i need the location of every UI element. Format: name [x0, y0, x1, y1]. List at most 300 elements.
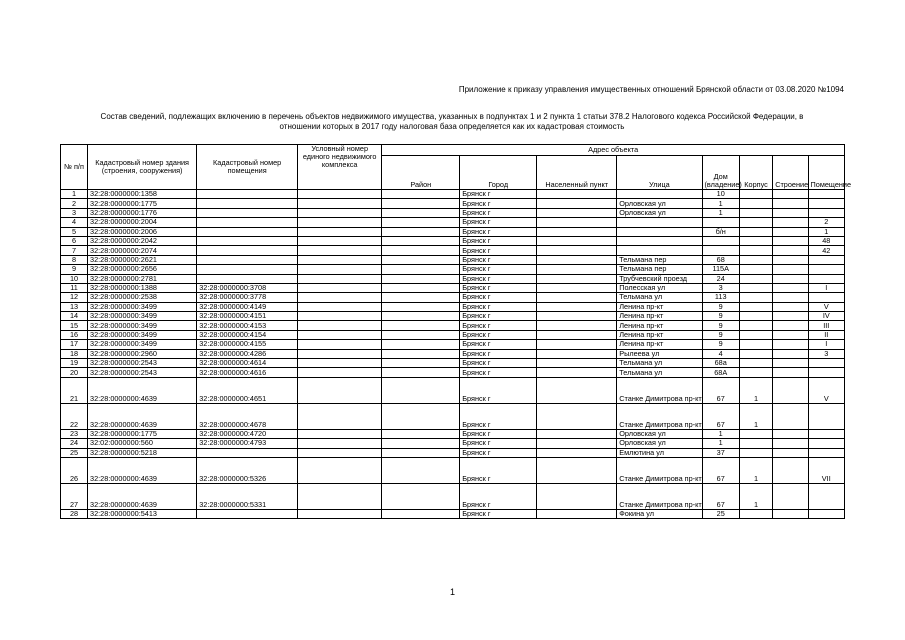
cell-street: Емлютина ул	[617, 448, 702, 457]
cell-room	[808, 199, 844, 208]
cell-room: 3	[808, 349, 844, 358]
cell-settlement	[537, 199, 617, 208]
cell-complex-num	[298, 218, 382, 227]
cell-house: 1	[702, 199, 739, 208]
col-city-header: Город	[460, 156, 537, 190]
cell-room	[808, 429, 844, 438]
cell-korpus	[739, 439, 772, 448]
table-row	[61, 312, 845, 321]
cell-stroenie	[773, 218, 808, 227]
cell-city: Брянск г	[460, 448, 537, 457]
cell-building-cad: 32:28:0000000:2538	[88, 293, 197, 302]
cell-house: 25	[702, 509, 739, 518]
cell-room: I	[808, 340, 844, 349]
table-row	[61, 293, 845, 302]
cell-city: Брянск г	[460, 330, 537, 339]
cell-room	[808, 368, 844, 377]
col-room-cad-header: Кадастровый номер помещения	[197, 145, 298, 190]
table-row	[61, 403, 845, 429]
col-room-header: Помещение	[808, 156, 844, 190]
cell-district	[382, 302, 460, 311]
cell-korpus	[739, 246, 772, 255]
cell-city: Брянск г	[460, 321, 537, 330]
cell-city: Брянск г	[460, 340, 537, 349]
cell-room	[808, 255, 844, 264]
cell-street: Орловская ул	[617, 439, 702, 448]
cell-num: 2	[61, 199, 88, 208]
cell-complex-num	[298, 349, 382, 358]
cell-num: 10	[61, 274, 88, 283]
cell-complex-num	[298, 190, 382, 199]
cell-korpus	[739, 312, 772, 321]
cell-room-cad: 32:28:0000000:4651	[197, 377, 298, 403]
cell-district	[382, 218, 460, 227]
cell-num: 1	[61, 190, 88, 199]
cell-num: 15	[61, 321, 88, 330]
cell-building-cad: 32:28:0000000:2621	[88, 255, 197, 264]
col-korpus-header: Корпус	[739, 156, 772, 190]
cell-street: Станке Димитрова пр-кт	[617, 457, 702, 483]
col-settlement-header: Населенный пункт	[537, 156, 617, 190]
cell-city: Брянск г	[460, 227, 537, 236]
cell-korpus	[739, 190, 772, 199]
cell-stroenie	[773, 208, 808, 217]
table-row	[61, 227, 845, 236]
cell-street: Орловская ул	[617, 429, 702, 438]
cell-stroenie	[773, 509, 808, 518]
cell-room-cad: 32:28:0000000:5331	[197, 483, 298, 509]
cell-settlement	[537, 429, 617, 438]
cell-room: I	[808, 283, 844, 292]
cell-stroenie	[773, 227, 808, 236]
cell-stroenie	[773, 483, 808, 509]
col-street-header: Улица	[617, 156, 702, 190]
cell-room-cad: 32:28:0000000:5326	[197, 457, 298, 483]
cell-district	[382, 359, 460, 368]
cell-room	[808, 448, 844, 457]
cell-house: 9	[702, 340, 739, 349]
page-number: 1	[449, 587, 455, 597]
cell-city: Брянск г	[460, 265, 537, 274]
table-row	[61, 246, 845, 255]
cell-building-cad: 32:28:0000000:2656	[88, 265, 197, 274]
cell-complex-num	[298, 255, 382, 264]
cell-room	[808, 483, 844, 509]
cell-settlement	[537, 349, 617, 358]
cell-house: 4	[702, 349, 739, 358]
cell-house	[702, 236, 739, 245]
table-row	[61, 349, 845, 358]
cell-room-cad: 32:28:0000000:4793	[197, 439, 298, 448]
cell-korpus	[739, 321, 772, 330]
cell-street	[617, 190, 702, 199]
cell-stroenie	[773, 448, 808, 457]
cell-room-cad	[197, 208, 298, 217]
cell-city: Брянск г	[460, 457, 537, 483]
col-house-header: Дом (владение)	[702, 156, 739, 190]
cell-district	[382, 439, 460, 448]
cell-complex-num	[298, 274, 382, 283]
cell-house: 9	[702, 321, 739, 330]
cell-building-cad: 32:28:0000000:3499	[88, 302, 197, 311]
cell-stroenie	[773, 359, 808, 368]
cell-complex-num	[298, 403, 382, 429]
cell-stroenie	[773, 403, 808, 429]
cell-building-cad: 32:28:0000000:2960	[88, 349, 197, 358]
cell-room-cad: 32:28:0000000:4154	[197, 330, 298, 339]
cell-room-cad: 32:28:0000000:4614	[197, 359, 298, 368]
table-row	[61, 236, 845, 245]
cell-complex-num	[298, 236, 382, 245]
table-row	[61, 302, 845, 311]
cell-street: Тельмана ул	[617, 359, 702, 368]
cell-room: 1	[808, 227, 844, 236]
cell-district	[382, 208, 460, 217]
cell-room-cad: 32:28:0000000:3778	[197, 293, 298, 302]
cell-korpus	[739, 265, 772, 274]
col-building-cad-header: Кадастровый номер здания (строения, сооружения)	[88, 145, 197, 190]
cell-stroenie	[773, 321, 808, 330]
cell-district	[382, 457, 460, 483]
cell-district	[382, 293, 460, 302]
table-row	[61, 283, 845, 292]
cell-building-cad: 32:28:0000000:1775	[88, 429, 197, 438]
cell-district	[382, 340, 460, 349]
cell-city: Брянск г	[460, 509, 537, 518]
cell-room: 48	[808, 236, 844, 245]
cell-num: 7	[61, 246, 88, 255]
cell-building-cad: 32:28:0000000:3499	[88, 321, 197, 330]
cell-num: 12	[61, 293, 88, 302]
cell-house	[702, 246, 739, 255]
cell-building-cad: 32:28:0000000:2781	[88, 274, 197, 283]
cell-building-cad: 32:28:0000000:3499	[88, 330, 197, 339]
cell-city: Брянск г	[460, 293, 537, 302]
cell-settlement	[537, 265, 617, 274]
cell-house: 1	[702, 439, 739, 448]
cell-house: 68А	[702, 368, 739, 377]
cell-building-cad: 32:28:0000000:2074	[88, 246, 197, 255]
cell-room	[808, 359, 844, 368]
cell-settlement	[537, 302, 617, 311]
cell-stroenie	[773, 190, 808, 199]
cell-num: 25	[61, 448, 88, 457]
cell-city: Брянск г	[460, 255, 537, 264]
cell-complex-num	[298, 330, 382, 339]
cell-stroenie	[773, 293, 808, 302]
cell-building-cad: 32:02:0000000:560	[88, 439, 197, 448]
cell-room-cad: 32:28:0000000:4678	[197, 403, 298, 429]
cell-district	[382, 227, 460, 236]
cell-settlement	[537, 509, 617, 518]
cell-settlement	[537, 359, 617, 368]
cell-house: 9	[702, 302, 739, 311]
cell-street: Рылеева ул	[617, 349, 702, 358]
cell-complex-num	[298, 246, 382, 255]
cell-room-cad: 32:28:0000000:3708	[197, 283, 298, 292]
table-row	[61, 321, 845, 330]
cell-room: III	[808, 321, 844, 330]
cell-num: 9	[61, 265, 88, 274]
cell-room-cad	[197, 448, 298, 457]
cell-room-cad	[197, 246, 298, 255]
cell-street: Тельмана пер	[617, 255, 702, 264]
cell-korpus: 1	[739, 457, 772, 483]
cell-num: 18	[61, 349, 88, 358]
table-row	[61, 448, 845, 457]
cell-district	[382, 330, 460, 339]
col-stroenie-header: Строение	[773, 156, 808, 190]
cell-room-cad	[197, 274, 298, 283]
cell-korpus	[739, 509, 772, 518]
cell-korpus	[739, 283, 772, 292]
cell-complex-num	[298, 283, 382, 292]
cell-settlement	[537, 457, 617, 483]
cell-street: Станке Димитрова пр-кт	[617, 403, 702, 429]
cell-stroenie	[773, 274, 808, 283]
cell-korpus	[739, 227, 772, 236]
cell-stroenie	[773, 255, 808, 264]
cell-city: Брянск г	[460, 302, 537, 311]
cell-building-cad: 32:28:0000000:1388	[88, 283, 197, 292]
cell-street: Станке Димитрова пр-кт	[617, 377, 702, 403]
cell-settlement	[537, 321, 617, 330]
cell-city: Брянск г	[460, 218, 537, 227]
title-line-1: Состав сведений, подлежащих включению в перечень объектов недвижимого имущества, указанных в подпунктах 1 и 2 пункта 1 статьи 378.2 Налогового кодекса Российской Федерации, в	[100, 112, 804, 121]
title-line-2: отношении которых в 2017 году налоговая база определяется как их кадастровая стоимость	[279, 122, 625, 131]
cell-room-cad: 32:28:0000000:4151	[197, 312, 298, 321]
cell-settlement	[537, 236, 617, 245]
cell-complex-num	[298, 340, 382, 349]
cell-city: Брянск г	[460, 208, 537, 217]
cell-num: 21	[61, 377, 88, 403]
table-row	[61, 255, 845, 264]
cell-district	[382, 509, 460, 518]
cell-korpus	[739, 340, 772, 349]
cell-complex-num	[298, 368, 382, 377]
cell-room-cad	[197, 190, 298, 199]
cell-house: 67	[702, 457, 739, 483]
cell-num: 28	[61, 509, 88, 518]
cell-building-cad: 32:28:0000000:1358	[88, 190, 197, 199]
cell-settlement	[537, 246, 617, 255]
cell-room	[808, 439, 844, 448]
cell-num: 17	[61, 340, 88, 349]
cell-building-cad: 32:28:0000000:2042	[88, 236, 197, 245]
cell-complex-num	[298, 483, 382, 509]
cell-stroenie	[773, 330, 808, 339]
cell-district	[382, 236, 460, 245]
cell-korpus	[739, 448, 772, 457]
cell-room-cad: 32:28:0000000:4155	[197, 340, 298, 349]
cell-house: б/н	[702, 227, 739, 236]
cell-settlement	[537, 439, 617, 448]
cell-building-cad: 32:28:0000000:4639	[88, 403, 197, 429]
cell-settlement	[537, 483, 617, 509]
table-row	[61, 340, 845, 349]
cell-city: Брянск г	[460, 199, 537, 208]
cell-room-cad	[197, 199, 298, 208]
cell-korpus	[739, 255, 772, 264]
cell-room	[808, 190, 844, 199]
cell-stroenie	[773, 312, 808, 321]
table-row	[61, 218, 845, 227]
table-row	[61, 509, 845, 518]
cell-num: 3	[61, 208, 88, 217]
cell-street	[617, 227, 702, 236]
cell-house: 10	[702, 190, 739, 199]
cell-district	[382, 274, 460, 283]
cell-room-cad	[197, 236, 298, 245]
cell-korpus	[739, 236, 772, 245]
document-title	[60, 112, 844, 132]
table-row	[61, 439, 845, 448]
cell-house: 3	[702, 283, 739, 292]
cell-stroenie	[773, 199, 808, 208]
cell-building-cad: 32:28:0000000:1775	[88, 199, 197, 208]
cell-building-cad: 32:28:0000000:5413	[88, 509, 197, 518]
cell-street: Тельмана ул	[617, 368, 702, 377]
cell-house: 1	[702, 208, 739, 217]
cell-district	[382, 448, 460, 457]
cell-street: Ленина пр-кт	[617, 330, 702, 339]
cell-korpus: 1	[739, 403, 772, 429]
cell-room-cad	[197, 227, 298, 236]
cell-korpus	[739, 302, 772, 311]
table-row	[61, 429, 845, 438]
cell-city: Брянск г	[460, 274, 537, 283]
cell-stroenie	[773, 377, 808, 403]
cell-house: 9	[702, 330, 739, 339]
cell-city: Брянск г	[460, 483, 537, 509]
cell-room-cad: 32:28:0000000:4720	[197, 429, 298, 438]
cell-settlement	[537, 255, 617, 264]
table-row	[61, 483, 845, 509]
cell-room: V	[808, 302, 844, 311]
cell-korpus	[739, 330, 772, 339]
cell-korpus: 1	[739, 377, 772, 403]
cell-complex-num	[298, 457, 382, 483]
col-complex-header: Условный номер единого недвижимого комплекса	[298, 145, 382, 190]
cell-street: Станке Димитрова пр-кт	[617, 483, 702, 509]
cell-settlement	[537, 283, 617, 292]
cell-complex-num	[298, 429, 382, 438]
cell-city: Брянск г	[460, 312, 537, 321]
cell-city: Брянск г	[460, 403, 537, 429]
cell-settlement	[537, 340, 617, 349]
cell-house: 113	[702, 293, 739, 302]
cell-korpus	[739, 199, 772, 208]
cell-stroenie	[773, 246, 808, 255]
cell-settlement	[537, 368, 617, 377]
cell-korpus	[739, 218, 772, 227]
cell-street: Тельмана ул	[617, 293, 702, 302]
cell-district	[382, 483, 460, 509]
table-row	[61, 190, 845, 199]
cell-street	[617, 246, 702, 255]
cell-complex-num	[298, 199, 382, 208]
cell-room-cad	[197, 265, 298, 274]
cell-street: Ленина пр-кт	[617, 312, 702, 321]
cell-num: 20	[61, 368, 88, 377]
cell-room: II	[808, 330, 844, 339]
address-group-header: Адрес объекта	[382, 145, 845, 156]
cell-num: 19	[61, 359, 88, 368]
cell-stroenie	[773, 368, 808, 377]
cell-settlement	[537, 274, 617, 283]
cell-district	[382, 349, 460, 358]
cell-stroenie	[773, 283, 808, 292]
cell-complex-num	[298, 439, 382, 448]
cell-complex-num	[298, 448, 382, 457]
table-row	[61, 359, 845, 368]
cell-korpus	[739, 293, 772, 302]
cell-complex-num	[298, 302, 382, 311]
attachment-note: Приложение к приказу управления имущественных отношений Брянской области от 03.08.2020 №1094	[458, 85, 844, 94]
cell-room	[808, 208, 844, 217]
cell-street: Орловская ул	[617, 208, 702, 217]
cell-building-cad: 32:28:0000000:2004	[88, 218, 197, 227]
cell-district	[382, 377, 460, 403]
cell-house: 115А	[702, 265, 739, 274]
cell-building-cad: 32:28:0000000:4639	[88, 457, 197, 483]
cell-building-cad: 32:28:0000000:4639	[88, 483, 197, 509]
cell-stroenie	[773, 302, 808, 311]
cell-num: 22	[61, 403, 88, 429]
cell-korpus: 1	[739, 483, 772, 509]
cell-city: Брянск г	[460, 246, 537, 255]
table-row	[61, 368, 845, 377]
cell-house: 67	[702, 403, 739, 429]
cell-settlement	[537, 330, 617, 339]
cell-stroenie	[773, 429, 808, 438]
cell-room: IV	[808, 312, 844, 321]
cell-building-cad: 32:28:0000000:2543	[88, 359, 197, 368]
cell-house: 68	[702, 255, 739, 264]
cell-num: 5	[61, 227, 88, 236]
cell-korpus	[739, 429, 772, 438]
cell-district	[382, 429, 460, 438]
cell-complex-num	[298, 208, 382, 217]
cell-building-cad: 32:28:0000000:3499	[88, 340, 197, 349]
cell-room: 2	[808, 218, 844, 227]
cell-room	[808, 403, 844, 429]
cell-korpus	[739, 208, 772, 217]
table-row	[61, 208, 845, 217]
cell-complex-num	[298, 293, 382, 302]
table-header	[61, 144, 852, 190]
cell-house: 67	[702, 483, 739, 509]
cell-stroenie	[773, 349, 808, 358]
cell-num: 23	[61, 429, 88, 438]
cell-room: VII	[808, 457, 844, 483]
cell-num: 8	[61, 255, 88, 264]
cell-korpus	[739, 349, 772, 358]
cell-house: 24	[702, 274, 739, 283]
cell-street: Тельмана пер	[617, 265, 702, 274]
cell-stroenie	[773, 265, 808, 274]
cell-room-cad: 32:28:0000000:4153	[197, 321, 298, 330]
cell-district	[382, 368, 460, 377]
cell-house: 37	[702, 448, 739, 457]
cell-district	[382, 199, 460, 208]
cell-room	[808, 265, 844, 274]
cell-house: 68а	[702, 359, 739, 368]
cell-settlement	[537, 208, 617, 217]
table-row	[61, 377, 845, 403]
cell-stroenie	[773, 340, 808, 349]
table-body	[61, 190, 845, 519]
